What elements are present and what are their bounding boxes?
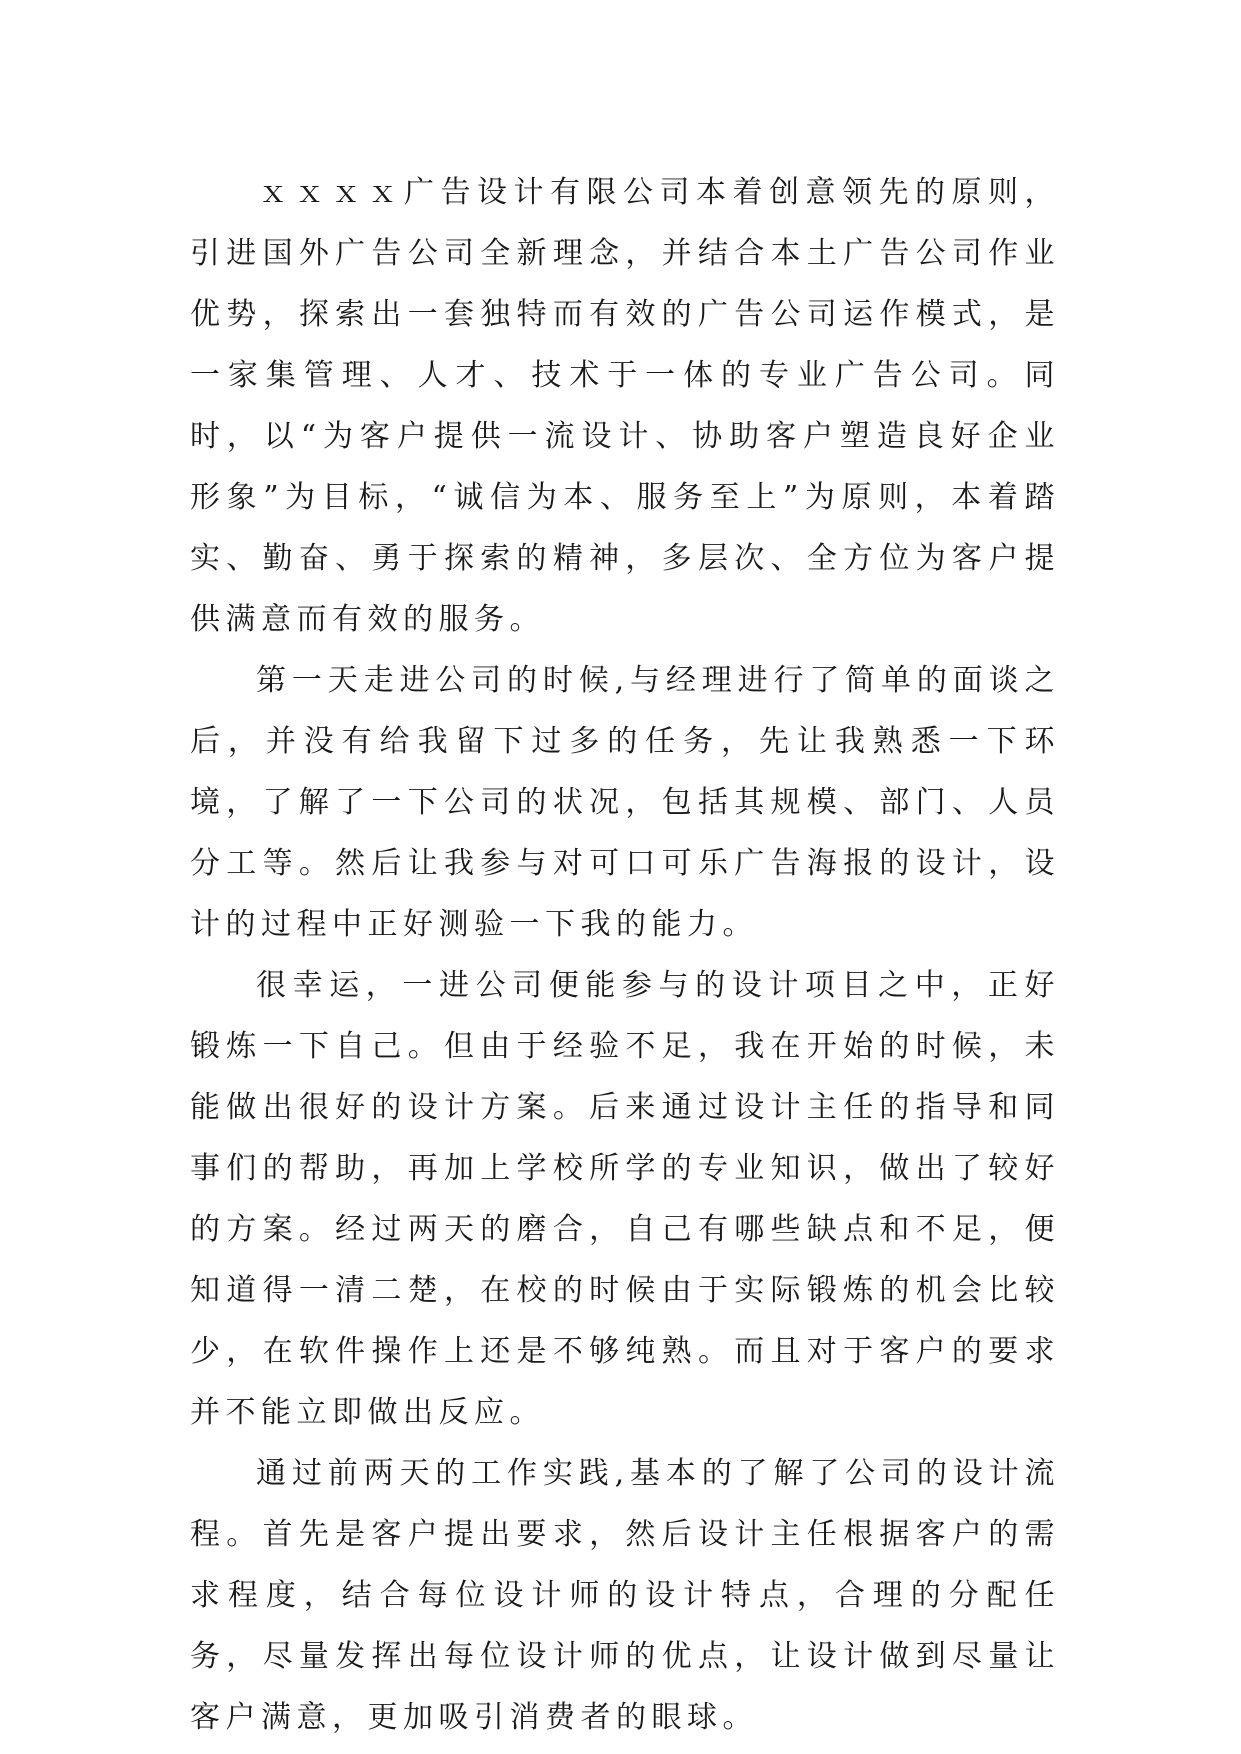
document-body [190, 162, 1060, 1748]
paragraph-company-intro: ｘｘｘｘ广告设计有限公司本着创意领先的原则，引进国外广告公司全新理念，并结合本土广告公司作业优势，探索出一套独特而有效的广告公司运作模式，是一家集管理、人才、技术于一体的专业广告公司。同时，以“为客户提供一流设计、协助客户塑造良好企业形象”为目标，“诚信为本、服务至上”为原则，本着踏实、勤奋、勇于探索的精神，多层次、全方位为客户提供满意而有效的服务。 [190, 175, 1060, 637]
paragraph-first-day: 第一天走进公司的时候,与经理进行了简单的面谈之后，并没有给我留下过多的任务，先让我熟悉一下环境，了解了一下公司的状况，包括其规模、部门、人员分工等。然后让我参与对可口可乐广告海报的设计，设计的过程中正好测验一下我的能力。 [190, 663, 1060, 942]
paragraph-design-workflow: 通过前两天的工作实践,基本的了解了公司的设计流程。首先是客户提出要求，然后设计主任根据客户的需求程度，结合每位设计师的设计特点，合理的分配任务，尽量发挥出每位设计师的优点，让设计做到尽量让客户满意，更加吸引消费者的眼球。 [190, 1456, 1060, 1735]
paragraph-design-project: 很幸运，一进公司便能参与的设计项目之中，正好锻炼一下自己。但由于经验不足，我在开始的时候，未能做出很好的设计方案。后来通过设计主任的指导和同事们的帮助，再加上学校所学的专业知识，做出了较好的方案。经过两天的磨合，自己有哪些缺点和不足，便知道得一清二楚，在校的时候由于实际锻炼的机会比较少，在软件操作上还是不够纯熟。而且对于客户的要求并不能立即做出反应。 [190, 968, 1060, 1430]
